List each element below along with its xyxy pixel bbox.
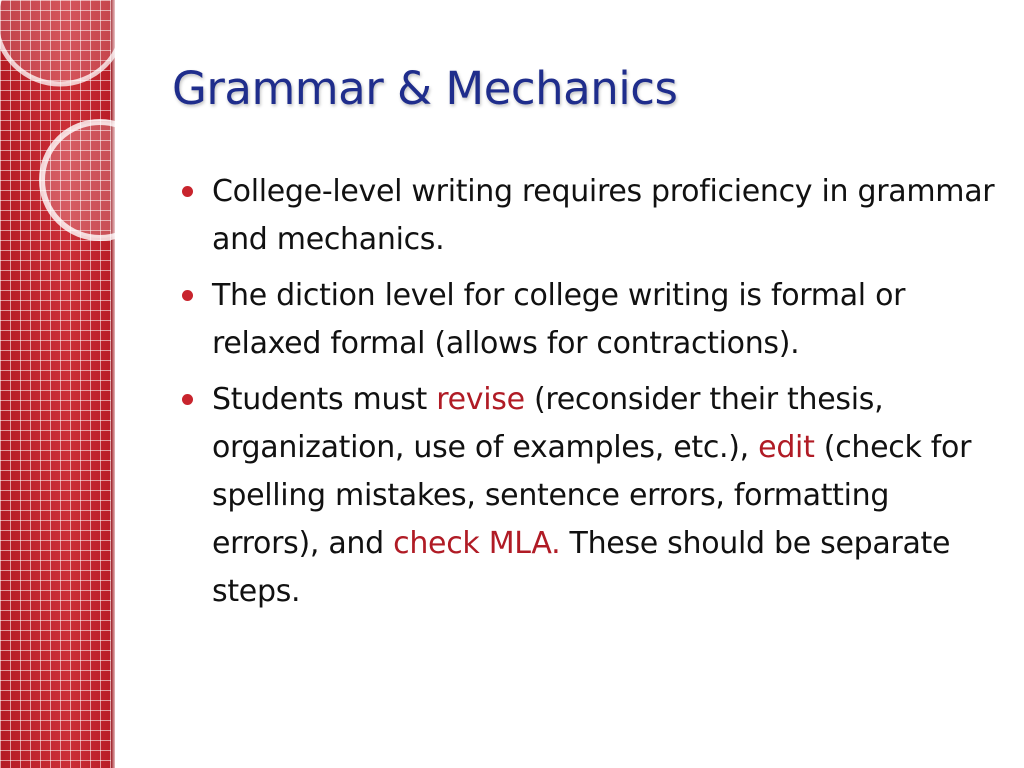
- bullet-text: Students must: [212, 382, 437, 417]
- bullet-icon: [182, 394, 193, 405]
- decorative-grid-sidebar: [0, 0, 113, 768]
- highlighted-term-edit: edit: [758, 430, 815, 465]
- bullet-item: [182, 376, 1002, 616]
- bullet-list: [182, 168, 1002, 624]
- bullet-text: College-level writing requires proficiency in grammar and mechanics.: [212, 174, 995, 257]
- bullet-text: (reconsider their thesis, organization, use of examples, etc.),: [212, 382, 884, 465]
- sidebar-edge-divider: [111, 0, 115, 768]
- highlighted-term-check-mla: check MLA.: [393, 526, 561, 561]
- bullet-text: These should be separate steps.: [212, 526, 951, 609]
- highlighted-term-revise: revise: [436, 382, 525, 417]
- bullet-text: (check for spelling mistakes, sentence errors, formatting errors), and: [212, 430, 972, 561]
- slide-title: Grammar & Mechanics: [172, 62, 678, 115]
- bullet-icon: [182, 186, 193, 197]
- bullet-item: [182, 272, 1002, 368]
- bullet-icon: [182, 290, 193, 301]
- bullet-item: [182, 168, 1002, 264]
- bullet-text: The diction level for college writing is formal or relaxed formal (allows for contractions).: [212, 278, 906, 361]
